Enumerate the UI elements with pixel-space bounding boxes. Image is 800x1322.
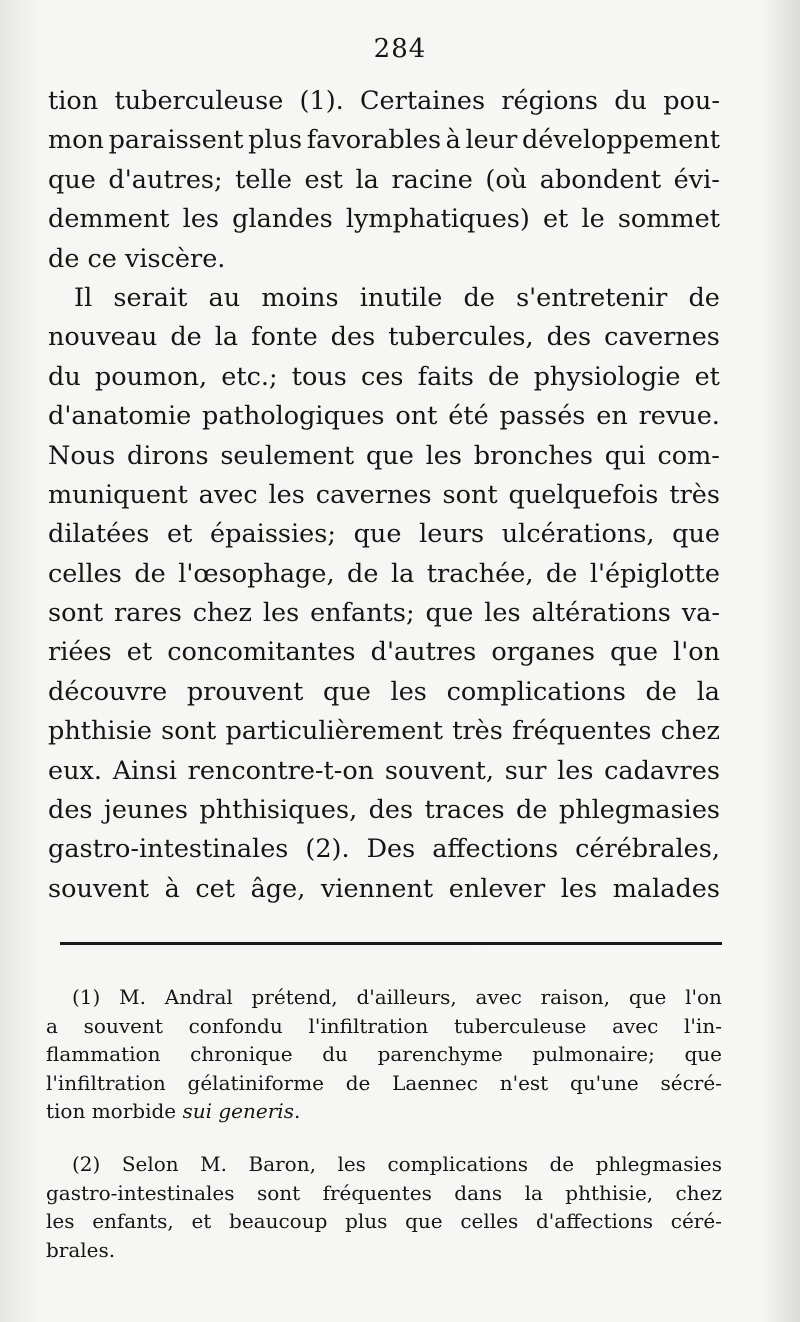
footnote-line: brales.: [46, 1237, 116, 1262]
footnotes: [46, 983, 722, 1264]
body-text: [48, 82, 720, 909]
footnote-line: les enfants, et beaucoup plus que celles d'affections céré-: [46, 1209, 722, 1234]
text-line: de ce viscère.: [48, 243, 226, 274]
text-line: que d'autres; telle est la racine (où abondent évi-: [48, 164, 720, 195]
text-line: des jeunes phthisiques, des traces de phlegmasies: [48, 795, 720, 826]
footnote-text-end: .: [293, 1099, 301, 1124]
text-line: gastro-intestinales (2). Des affections cérébrales,: [48, 834, 720, 865]
footnote-line: (2) Selon M. Baron, les complications de phlegmasies: [72, 1151, 722, 1176]
footnote-line-last: [46, 1097, 722, 1126]
text-line: phthisie sont particulièrement très fréquentes chez: [48, 716, 720, 747]
text-line: riées et concomitantes d'autres organes que l'on: [48, 637, 720, 668]
text-line: celles de l'œsophage, de la trachée, de l'épiglotte: [48, 558, 720, 589]
text-line: eux. Ainsi rencontre-t-on souvent, sur les cadavres: [48, 755, 720, 786]
footnote-line: a souvent confondu l'infiltration tuberculeuse avec l'in-: [46, 1013, 722, 1038]
text-line: dilatées et épaissies; que leurs ulcérations, que: [48, 519, 720, 550]
text-line: sont rares chez les enfants; que les altérations va-: [48, 598, 720, 629]
text-line: muniquent avec les cavernes sont quelquefois très: [48, 479, 720, 510]
text-line: d'anatomie pathologiques ont été passés en revue.: [48, 401, 720, 432]
text-line: tion tuberculeuse (1). Certaines régions du pou-: [48, 86, 720, 116]
text-line: Il serait au moins inutile de s'entretenir de: [74, 282, 720, 313]
footnote-line: flammation chronique du parenchyme pulmonaire; que: [46, 1042, 722, 1067]
text-line: Nous dirons seulement que les bronches qui com-: [48, 440, 720, 471]
footnote-line: gastro-intestinales sont fréquentes dans la phthisie, chez: [46, 1180, 722, 1205]
footnote-line: l'infiltration gélatiniforme de Laennec n'est qu'une sécré-: [46, 1070, 722, 1095]
text-line: nouveau de la fonte des tubercules, des cavernes: [48, 322, 720, 353]
text-line: du poumon, etc.; tous ces faits de physiologie et: [48, 361, 720, 392]
text-line: mon paraissent plus favorables à leur développement: [48, 125, 720, 156]
text-line: demment les glandes lymphatiques) et le sommet: [48, 204, 720, 235]
footnote-text: tion morbide: [46, 1099, 177, 1124]
footnote-separator: [60, 942, 722, 945]
page-number: 284: [373, 34, 427, 64]
footnote-line: (1) M. Andral prétend, d'ailleurs, avec raison, que l'on: [72, 985, 722, 1009]
footnote-italic-text: sui generis: [182, 1099, 294, 1124]
text-line: souvent à cet âge, viennent enlever les malades: [48, 873, 720, 904]
text-line: découvre prouvent que les complications de la: [48, 676, 720, 707]
